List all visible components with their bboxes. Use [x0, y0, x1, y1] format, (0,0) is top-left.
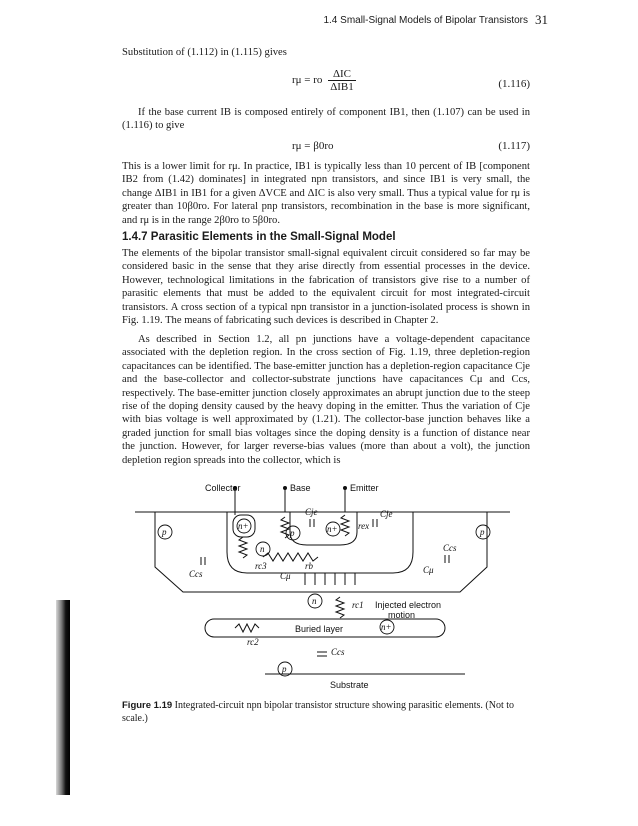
base-terminal-dot	[283, 486, 287, 490]
equation-1117	[122, 140, 530, 156]
equation-1116-numerator: ΔIC	[328, 68, 356, 81]
book-spine-shadow	[56, 600, 70, 795]
rc3-label: rc3	[255, 561, 267, 571]
emitter-label: Emitter	[350, 483, 379, 493]
equation-1116-expression	[292, 68, 356, 93]
collector-label: Collector	[205, 483, 241, 493]
cmu-label-left: Cμ	[280, 571, 291, 581]
resistor-base	[281, 517, 289, 538]
resistor-rc2	[235, 624, 259, 632]
equation-1116-fraction	[328, 68, 356, 93]
equation-1116-lhs: rμ = ro	[292, 74, 323, 87]
ccs-label-right: Ccs	[443, 543, 457, 553]
n-plus-label-emitter: n+	[327, 524, 338, 534]
rc2-label: rc2	[247, 637, 259, 647]
equation-1117-expression: rμ = β0ro	[292, 140, 334, 152]
paragraph-lower-limit: This is a lower limit for rμ. In practice, IB1 is typically less than 10 percent of IB [component IB2 from (1.42) dominates] in integrated npn transistors, and since IB1 is very small, the change ΔIB1 in IB1 for a given ΔVCE and ΔIC is also very small. Thus a typical value for rμ is greater than 10β0ro. For lateral pnp transistors, recombination in the base is more significant, and rμ is in the range 2β0ro to 5β0ro.	[122, 161, 530, 226]
equation-1117-number: (1.117)	[498, 140, 530, 152]
section-heading: 1.4.7 Parasitic Elements in the Small-Signal Model	[122, 231, 396, 243]
n-label-epi: n	[312, 596, 317, 606]
isolation-boundary	[155, 512, 487, 592]
substrate-label: Substrate	[330, 680, 369, 690]
paragraph-parasitic-elements: The elements of the bipolar transistor small-signal equivalent circuit considered so far may be considered basic in the sense that they arise directly from essential processes in the device. However, technological limitations in the fabrication of transistors give rise to a number of parasitic elements that must be added to the equivalent circuit for most integrated-circuit transistors. A cross section of a typical npn transistor in a junction-isolated process is shown in Fig. 1.19. The means of fabricating such devices is described in Chapter 2.	[122, 248, 530, 327]
cje-label-left: Cje	[305, 507, 318, 517]
ccs-label-bottom: Ccs	[331, 647, 345, 657]
intro-sentence: Substitution of (1.112) in (1.115) gives	[122, 47, 287, 58]
figure-caption-text: Integrated-circuit npn bipolar transistor structure showing parasitic elements. (Not to scale.)	[122, 700, 515, 724]
n-label-collector: n	[260, 544, 265, 554]
transistor-cross-section-figure	[135, 477, 510, 692]
cmu-label-right: Cμ	[423, 565, 434, 575]
p-label-right: p	[480, 527, 485, 537]
resistor-rex	[341, 515, 349, 536]
paragraph-depletion-capacitance: As described in Section 1.2, all pn junctions have a voltage-dependent capacitance associated with the depletion region. In the cross section of Fig. 1.19, three depletion-region capacitances can be identified. The base-emitter junction has a depletion-region capacitance Cje and the base-collector and collector-substrate junctions have capacitances Cμ and Ccs, respectively. The base-emitter junction closely approximates an abrupt junction due to the steep rise of the doping density caused by the heavy doping in the emitter. Thus the variation of Cje with bias voltage is well approximated by (1.21). The collector-base junction behaves like a graded junction for small bias voltages since the doping density is a function of distance near the junction. However, for larger reverse-bias values (more than about a volt), the junction depletion region spreads into the collector, which is	[122, 334, 530, 466]
n-plus-label-buried: n+	[381, 622, 392, 632]
base-label: Base	[290, 483, 311, 493]
cje-label-right: Cje	[380, 509, 393, 519]
resistor-rb	[263, 553, 318, 561]
p-label-base: p	[290, 528, 295, 538]
emitter-region-outline	[290, 512, 357, 545]
buried-layer-label: Buried layer	[295, 624, 344, 634]
equation-1116-number: (1.116)	[498, 78, 530, 90]
resistor-rc1	[336, 597, 344, 618]
running-head: 1.4 Small-Signal Models of Bipolar Transistors	[323, 15, 528, 26]
ccs-label-left: Ccs	[189, 569, 203, 579]
emitter-terminal-dot	[343, 486, 347, 490]
paragraph-base-current: If the base current IB is composed entirely of component IB1, then (1.107) can be used in (1.116) to give	[122, 107, 530, 132]
injected-electron-label: Injected electron	[375, 600, 442, 610]
resistor-rc3	[239, 537, 247, 558]
p-label-substrate: p	[282, 664, 287, 674]
n-plus-label-collector: n+	[238, 521, 249, 531]
page-number: 31	[535, 12, 548, 27]
equation-1116	[122, 68, 530, 102]
p-label-left: p	[162, 527, 167, 537]
motion-label: motion	[388, 610, 416, 620]
rc1-label: rc1	[352, 600, 364, 610]
figure-caption-label: Figure 1.19	[122, 700, 173, 711]
rex-label: rex	[358, 521, 370, 531]
rb-label: rb	[305, 561, 314, 571]
equation-1116-denominator: ΔIB1	[330, 81, 354, 93]
figure-caption	[122, 699, 522, 725]
